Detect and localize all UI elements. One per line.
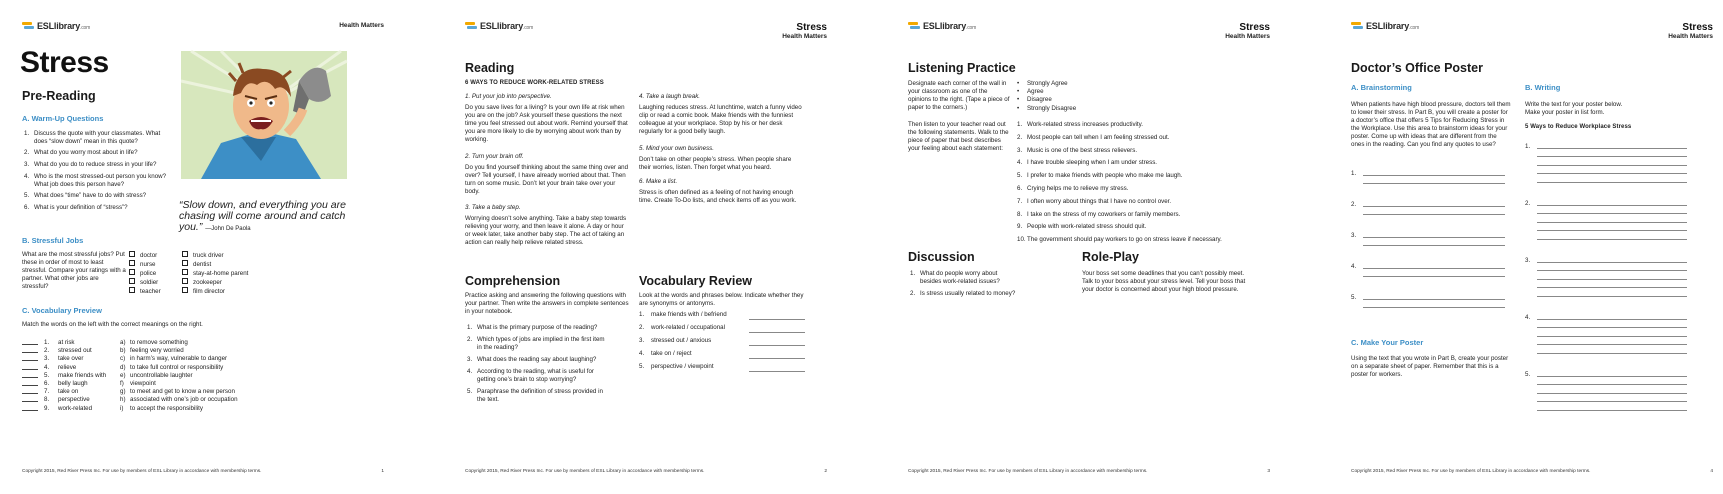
esl-library-logo (908, 20, 976, 32)
list-item: 8. I take on the stress of my coworkers or family members. (1017, 210, 1181, 218)
job-checkbox[interactable]: soldier (129, 278, 161, 287)
logo-text: ESLlibrary (923, 21, 967, 31)
page-number: 4 (1710, 469, 1713, 474)
table-row: 5. make friends with e) uncontrollable laughter (22, 372, 322, 380)
answer-number: 3. (1525, 257, 1531, 264)
comprehension-instructions: Practice asking and answering the following questions with your partner. Then write the answers in complete sentences in your notebook. (465, 292, 629, 315)
table-row: 4. relieve d) to take full control or responsibility (22, 364, 322, 372)
tip-body: Do you save lives for a living? Is your own life at risk when you are on the job? Ask yourself these questions the next time you feel stressed out about work. Remind yourself that you are more likely to die by worrying about work than by working. (465, 104, 628, 143)
list-item: 10. The government should pay workers to go on stress leave if necessary. (1017, 236, 1222, 244)
quote-author: —John De Paola (205, 226, 251, 232)
answer-blank[interactable] (22, 396, 38, 402)
answer-lines[interactable] (1537, 311, 1687, 354)
section-discussion: Discussion (908, 250, 975, 264)
list-item: 3. What do you do to reduce stress in your life? (24, 161, 157, 168)
list-item: 1. Work-related stress increases productivity. (1017, 121, 1143, 128)
table-row: 8. perspective h) associated with one’s job or occupation (22, 396, 322, 404)
logo-text: ESLlibrary (480, 21, 524, 31)
section-listening-practice: Listening Practice (908, 61, 1016, 75)
list-item: 3. What does the reading say about laughing? (467, 356, 597, 363)
list-item: 5. I prefer to make friends with people who make me laugh. (1017, 172, 1183, 180)
answer-number: 1. (1525, 143, 1531, 150)
answer-lines[interactable] (1363, 291, 1505, 308)
header-subtitle: Health Matters (1225, 33, 1270, 40)
page-2 (457, 10, 837, 480)
page-4 (1343, 10, 1723, 480)
logo-mark-icon (465, 20, 477, 32)
tip-title: 3. Take a baby step. (465, 204, 521, 211)
quote (179, 200, 349, 235)
answer-number: 3. (1351, 232, 1357, 239)
page-number: 1 (381, 469, 384, 474)
header-subtitle: Health Matters (1668, 33, 1713, 40)
answer-blank[interactable] (22, 364, 38, 370)
answer-lines[interactable] (1537, 368, 1687, 411)
job-checkbox[interactable]: dentist (182, 260, 248, 269)
header-title: Stress (1239, 22, 1270, 33)
listening-instructions-2: Then listen to your teacher read out the following statements. Walk to the piece of paper that best describes your feeling about each statement: (908, 121, 1009, 152)
table-row: 3. take over c) in harm’s way, vulnerable to danger (22, 355, 322, 363)
vocab-review-list (639, 310, 805, 372)
page-footer (22, 469, 384, 474)
list-item: 2. Which types of jobs are implied in the first item in the reading? (467, 336, 605, 351)
copyright-text: Copyright 2015, Red River Press Inc. For use by members of ESL Library in accordance with membership terms. (465, 469, 705, 474)
tip-title: 1. Put your job into perspective. (465, 93, 552, 100)
job-checkbox[interactable]: police (129, 269, 161, 278)
table-row: 7. take on g) to meet and get to know a new person (22, 388, 322, 396)
table-row: 9. work-related i) to accept the responsibility (22, 405, 322, 413)
list-item: 4. take on / reject (639, 349, 805, 359)
job-checkbox[interactable]: stay-at-home parent (182, 269, 248, 278)
section-role-play: Role-Play (1082, 250, 1139, 264)
warm-up-list (24, 130, 174, 212)
list-item: 5. What does “time” have to do with stress? (24, 192, 147, 199)
list-item: 7. I often worry about things that I have no control over. (1017, 197, 1172, 205)
logo-text: ESLlibrary (1366, 21, 1410, 31)
brainstorm-text: When patients have high blood pressure, doctors tell them to lower their stress. In Part B, you will create a poster for a doctor’s office that offers 5 Tips for Reducing Stress in the Workplace. Use this area to brainstorm ideas for your poster. Come up with ideas that are different from the ones in the reading. Can you find any quotes to use? (1351, 101, 1511, 148)
answer-blank[interactable] (22, 372, 38, 378)
vocab-match-table (22, 339, 322, 413)
header-title: Stress (1682, 22, 1713, 33)
answer-blank[interactable] (22, 380, 38, 386)
list-item: • Disagree (1017, 96, 1076, 104)
answer-line[interactable] (749, 352, 805, 359)
job-checkbox[interactable]: teacher (129, 287, 161, 296)
tip-title: 4. Take a laugh break. (639, 93, 701, 100)
heading-writing: B. Writing (1525, 83, 1561, 92)
tip-title: 2. Turn your brain off. (465, 153, 524, 160)
list-item: 5. Paraphrase the definition of stress provided in the text. (467, 388, 603, 403)
role-play-text: Your boss set some deadlines that you can’t possibly meet. Talk to your boss about your stress level. Tell your boss that your doctor is concerned about your high blood pressure. (1082, 270, 1246, 293)
answer-lines[interactable] (1537, 254, 1687, 297)
comprehension-list (467, 324, 607, 404)
esl-library-logo (465, 20, 533, 32)
vocab-instructions: Match the words on the left with the correct meanings on the right. (22, 321, 203, 328)
answer-number: 4. (1351, 263, 1357, 270)
jobs-instructions: What are the most stressful jobs? Put these in order of most to least stressful. Compare your ratings with a partner. What other jobs are stressful? (22, 251, 126, 290)
answer-lines[interactable] (1537, 197, 1687, 240)
job-checkbox[interactable]: nurse (129, 260, 161, 269)
answer-lines[interactable] (1537, 140, 1687, 183)
logo-mark-icon (1351, 20, 1363, 32)
answer-blank[interactable] (22, 388, 38, 394)
page-footer (1351, 469, 1713, 474)
page-number: 2 (824, 469, 827, 474)
poster-text: Using the text that you wrote in Part B, create your poster on a separate sheet of paper. Remember that this is a poster for workers. (1351, 355, 1509, 378)
stressed-man-illustration (181, 51, 347, 179)
header-subtitle: Health Matters (782, 33, 827, 40)
jobs-column-1 (129, 251, 161, 296)
heading-brainstorming: A. Brainstorming (1351, 83, 1412, 92)
list-item: 5. perspective / viewpoint (639, 362, 805, 372)
esl-library-logo (22, 20, 90, 32)
job-checkbox[interactable]: film director (182, 287, 248, 296)
answer-number: 5. (1351, 294, 1357, 301)
answer-blank[interactable] (22, 405, 38, 411)
tip-body: Stress is often defined as a feeling of not having enough time. Create To-Do lists, and check items off as you work. (639, 189, 797, 204)
answer-lines[interactable] (1363, 229, 1505, 246)
page-number: 3 (1267, 469, 1270, 474)
list-item: 2. work-related / occupational (639, 323, 805, 333)
section-vocabulary-review: Vocabulary Review (639, 274, 753, 288)
logo-suffix: .com (1409, 25, 1420, 31)
job-checkbox[interactable]: zookeeper (182, 278, 248, 287)
listening-instructions: Designate each corner of the wall in your classroom as one of the opinions to the right. (Tape a piece of paper to the corners.) (908, 80, 1010, 111)
section-pre-reading: Pre-Reading (22, 89, 96, 103)
answer-blank[interactable] (22, 355, 38, 361)
answer-blank[interactable] (22, 347, 38, 353)
list-item: • Strongly Agree (1017, 80, 1076, 88)
answer-lines[interactable] (1363, 198, 1505, 215)
statement-list (1017, 121, 1267, 244)
answer-line[interactable] (749, 326, 805, 333)
section-comprehension: Comprehension (465, 274, 561, 288)
copyright-text: Copyright 2015, Red River Press Inc. For use by members of ESL Library in accordance with membership terms. (908, 469, 1148, 474)
list-item: 2. What do you worry most about in life? (24, 149, 138, 156)
job-checkbox[interactable]: truck driver (182, 251, 248, 260)
list-item: 1. Discuss the quote with your classmates. What does “slow down” mean in this quote? (24, 130, 161, 145)
answer-number: 5. (1525, 371, 1531, 378)
jobs-column-2 (182, 251, 248, 296)
list-item: 4. I have trouble sleeping when I am under stress. (1017, 159, 1158, 167)
list-item: 3. Music is one of the best stress relievers. (1017, 146, 1138, 154)
stressed-man-phone-icon (181, 51, 347, 179)
answer-line[interactable] (749, 365, 805, 372)
answer-number: 1. (1351, 170, 1357, 177)
tip-body: Laughing reduces stress. At lunchtime, watch a funny video clip or read a comic book. Make friends with the funniest colleague at your workplace. Stop by his or her desk regularly for a good belly laugh. (639, 104, 802, 135)
logo-suffix: .com (966, 25, 977, 31)
quote-text: “Slow down, and everything you are chasing will come around and catch you.” (179, 199, 346, 233)
section-reading: Reading (465, 61, 515, 75)
list-item: 1. What is the primary purpose of the reading? (467, 324, 598, 331)
list-item: 6. What is your definition of “stress”? (24, 204, 128, 211)
logo-suffix: .com (80, 25, 91, 31)
tip-body: Don’t take on other people’s stress. When people share their worries, listen. Then forget what you heard. (639, 156, 792, 171)
answer-number: 2. (1351, 201, 1357, 208)
logo-mark-icon (908, 20, 920, 32)
logo-text: ESLlibrary (37, 21, 81, 31)
copyright-text: Copyright 2015, Red River Press Inc. For use by members of ESL Library in accordance with membership terms. (22, 469, 262, 474)
table-row: 2. stressed out b) feeling very worried (22, 347, 322, 355)
list-item: 9. People with work-related stress should quit. (1017, 223, 1147, 231)
answer-number: 4. (1525, 314, 1531, 321)
answer-number: 2. (1525, 200, 1531, 207)
tip-body: Do you find yourself thinking about the same thing over and over? Tell yourself, I have already worried about that. Then turn on some music. Don’t let your brain take over your body. (465, 164, 629, 195)
heading-warm-up: A. Warm-Up Questions (22, 114, 104, 123)
page-footer (465, 469, 827, 474)
opinion-list (1017, 80, 1076, 113)
esl-library-logo (1351, 20, 1419, 32)
heading-stressful-jobs: B. Stressful Jobs (22, 236, 84, 245)
list-item: 2. Is stress usually related to money? (910, 290, 1016, 297)
list-item: 3. stressed out / anxious (639, 336, 805, 346)
page-footer (908, 469, 1270, 474)
logo-mark-icon (22, 20, 34, 32)
discussion-list (910, 270, 1020, 298)
tip-body: Worrying doesn’t solve anything. Take a baby step towards relieving your worry, and then leave it alone. A day or hour or week later, take another baby step. The act of taking an action can really help relieve related stress. (465, 215, 627, 246)
answer-line[interactable] (749, 339, 805, 346)
writing-subtitle: 5 Ways to Reduce Workplace Stress (1525, 124, 1632, 130)
copyright-text: Copyright 2015, Red River Press Inc. For use by members of ESL Library in accordance with membership terms. (1351, 469, 1591, 474)
heading-make-your-poster: C. Make Your Poster (1351, 338, 1424, 347)
logo-suffix: .com (523, 25, 534, 31)
answer-line[interactable] (749, 313, 805, 320)
list-item: 1. make friends with / befriend (639, 310, 805, 320)
list-item: 4. According to the reading, what is useful for getting one’s brain to stop worrying? (467, 368, 594, 383)
tip-title: 5. Mind your own business. (639, 145, 714, 152)
page-3 (900, 10, 1280, 480)
header-title: Stress (796, 22, 827, 33)
table-row: 6. belly laugh f) viewpoint (22, 380, 322, 388)
list-item: 1. What do people worry about besides work-related issues? (910, 270, 1000, 285)
list-item: 6. Crying helps me to relieve my stress. (1017, 184, 1129, 192)
heading-vocabulary-preview: C. Vocabulary Preview (22, 306, 102, 315)
list-item: 4. Who is the most stressed-out person you know? What job does this person have? (24, 173, 167, 188)
answer-lines[interactable] (1363, 167, 1505, 184)
tip-title: 6. Make a list. (639, 178, 678, 185)
list-item: • Strongly Disagree (1017, 105, 1076, 113)
page-1 (14, 10, 394, 480)
answer-lines[interactable] (1363, 260, 1505, 277)
section-poster-title: Doctor’s Office Poster (1351, 61, 1483, 75)
job-checkbox[interactable]: doctor (129, 251, 161, 260)
header-subtitle: Health Matters (339, 22, 384, 29)
answer-blank[interactable] (22, 339, 38, 345)
vocab-review-instructions: Look at the words and phrases below. Indicate whether they are synonyms or antonyms. (639, 292, 804, 307)
list-item: 2. Most people can tell when I am feeling stressed out. (1017, 133, 1170, 141)
list-item: • Agree (1017, 88, 1076, 96)
table-row: 1. at risk a) to remove something (22, 339, 322, 347)
reading-subtitle: 6 WAYS TO REDUCE WORK-RELATED STRESS (465, 80, 604, 86)
writing-text: Write the text for your poster below. Make your poster in list form. (1525, 101, 1623, 116)
page-title: Stress (20, 46, 109, 79)
